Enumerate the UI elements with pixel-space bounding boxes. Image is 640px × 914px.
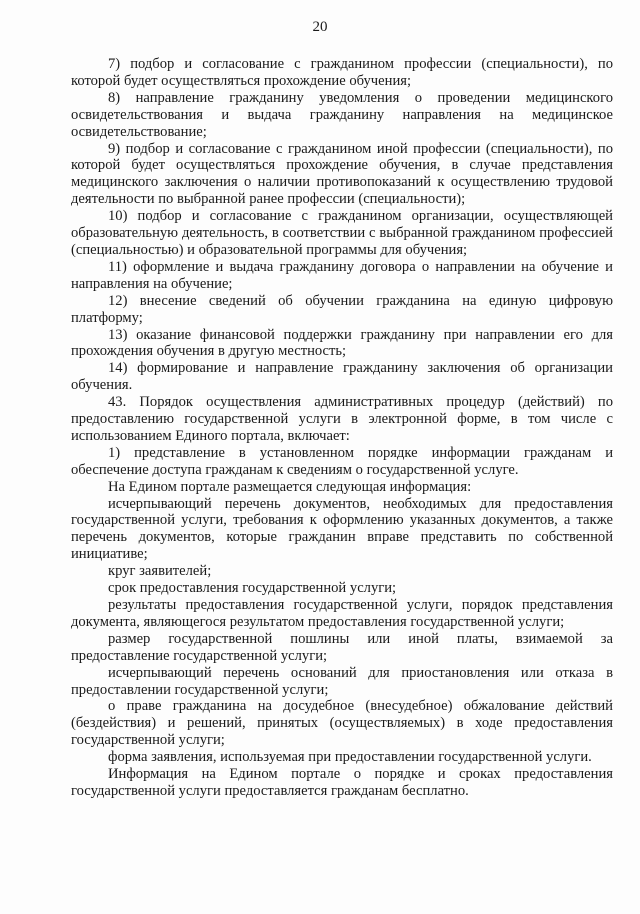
info-item-appeal: о праве гражданина на досудебное (внесудебное) обжалование действий (бездействия) и решений, принятых (осуществляемых) в ходе предоставления государственной услуги;	[71, 698, 613, 749]
closing-paragraph: Информация на Едином портале о порядке и сроках предоставления государственной услуги предоставляется гражданам бесплатно.	[71, 766, 613, 799]
info-item-results: результаты предоставления государственной услуги, порядок представления документа, являющегося результатом предоставления государственной услуги;	[71, 597, 613, 630]
info-item-form: форма заявления, используемая при предоставлении государственной услуги.	[108, 749, 592, 766]
list-item-13: 13) оказание финансовой поддержки гражданину при направлении его для прохождения обучения в другую местность;	[71, 326, 613, 360]
document-body	[71, 56, 613, 800]
subitem-1-paragraph: 1) представление в установленном порядке информации гражданам и обеспечение доступа гражданам к сведениям о государственной услуге.	[71, 444, 613, 478]
list-item-11: 11) оформление и выдача гражданину договора о направлении на обучение и направления на обучение;	[71, 258, 613, 292]
section-43-paragraph: 43. Порядок осуществления административных процедур (действий) по предоставлению государственной услуги в электронной форме, в том числе с использованием Единого портала, включает:	[71, 394, 613, 444]
info-item-grounds: исчерпывающий перечень оснований для приостановления или отказа в предоставлении государственной услуги;	[71, 664, 613, 698]
list-item-14: 14) формирование и направление гражданину заключения об организации обучения.	[71, 360, 613, 394]
portal-info-intro: На Едином портале размещается следующая информация:	[108, 478, 472, 495]
list-item-10: 10) подбор и согласование с гражданином организации, осуществляющей образовательную деятельность, в соответствии с выбранной гражданином профессией (специальностью) и образовательной программы для обучения;	[71, 208, 613, 258]
list-item-7: 7) подбор и согласование с гражданином профессии (специальности), по которой будет осуществляться прохождение обучения;	[71, 56, 613, 89]
list-item-12: 12) внесение сведений об обучении гражданина на единую цифровую платформу;	[71, 292, 613, 326]
info-item-term: срок предоставления государственной услуги;	[108, 580, 397, 597]
list-item-9: 9) подбор и согласование с гражданином иной профессии (специальности), по которой будет осуществляться прохождение обучения, в случае представления медицинского заключения о наличии противопоказаний к осуществлению трудовой деятельности по выбранной ранее профессии (специальности);	[71, 140, 613, 208]
info-item-documents: исчерпывающий перечень документов, необходимых для предоставления государственной услуги, требования к оформлению указанных документов, а также перечень документов, которые гражданин вправе представить по собственной инициативе;	[71, 495, 613, 563]
list-item-8: 8) направление гражданину уведомления о проведении медицинского освидетельствования и выдача гражданину направления на медицинское освидетельствование;	[71, 89, 613, 140]
info-item-fee: размер государственной пошлины или иной платы, взимаемой за предоставление государственной услуги;	[71, 630, 613, 664]
page-number: 20	[312, 19, 328, 35]
info-item-applicants: круг заявителей;	[108, 563, 212, 580]
